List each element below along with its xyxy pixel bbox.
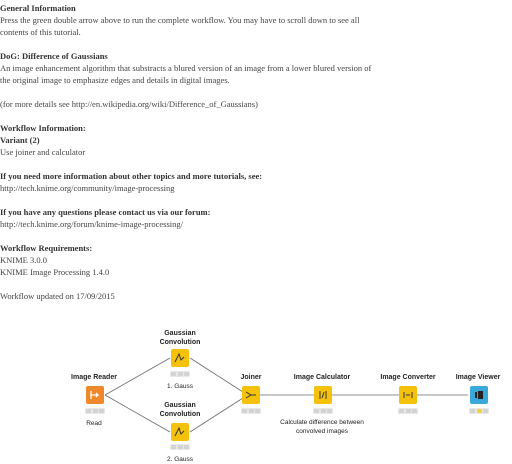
node-status-indicator <box>313 408 333 414</box>
node-label: 1. Gauss <box>166 383 193 390</box>
node-status-indicator <box>170 371 190 377</box>
node-title: Image Viewer <box>455 374 501 381</box>
image-reader-icon[interactable] <box>86 386 104 404</box>
questions-title: If you have any questions please contact us via our forum: <box>0 207 211 217</box>
joiner-icon[interactable] <box>242 386 260 404</box>
node-title-line1: Gaussian <box>164 330 196 337</box>
node-title-line1: Gaussian <box>164 402 196 409</box>
calculator-icon[interactable] <box>314 386 332 404</box>
image-viewer-icon[interactable] <box>470 386 488 404</box>
dog-line2: the original image to emphasize edges and details in digital images. <box>0 75 230 85</box>
node-title: Image Converter <box>380 374 436 381</box>
node-title-line2: Convolution <box>159 411 201 418</box>
gaussian-curve-icon[interactable] <box>171 349 189 367</box>
general-info-line2: contents of this tutorial. <box>0 27 81 37</box>
node-title: Image Reader <box>71 374 117 381</box>
node-status-indicator <box>398 408 418 414</box>
variant-desc: Use joiner and calculator <box>0 147 86 157</box>
details-link-text: (for more details see http://en.wikipedia.org/wiki/Difference_of_Gaussians) <box>0 99 258 109</box>
dog-line1: An image enhancement algorithm that substracts a blured version of an image from a lower blured version of <box>0 63 372 73</box>
node-label-line1: Calculate difference between <box>280 419 364 426</box>
node-status-indicator <box>170 444 190 450</box>
general-info-title: General Information <box>0 3 76 13</box>
node-title: Joiner <box>240 374 262 381</box>
requirement-image-processing: KNIME Image Processing 1.4.0 <box>0 267 110 277</box>
node-status-indicator <box>241 408 261 414</box>
workflow-updated: Workflow updated on 17/09/2015 <box>0 291 115 301</box>
general-info-line1: Press the green double arrow above to run the complete workflow. You may have to scroll down to see all <box>0 15 360 25</box>
workflow-info-title: Workflow Information: <box>0 123 86 133</box>
gaussian-curve-icon[interactable] <box>171 423 189 441</box>
dog-title: DoG: Difference of Gaussians <box>0 51 108 61</box>
node-title-line2: Convolution <box>159 339 201 346</box>
node-label: 2. Gauss <box>166 456 193 463</box>
node-label: Read <box>86 420 102 427</box>
more-info-url: http://tech.knime.org/community/image-processing <box>0 183 175 193</box>
node-title: Image Calculator <box>293 374 351 381</box>
node-status-indicator <box>469 408 489 414</box>
questions-url: http://tech.knime.org/forum/knime-image-processing/ <box>0 219 184 229</box>
requirement-knime: KNIME 3.0.0 <box>0 255 47 265</box>
converter-icon[interactable] <box>399 386 417 404</box>
node-label-line2: convolved images <box>295 428 349 435</box>
more-info-title: If you need more information about other topics and more tutorials, see: <box>0 171 263 181</box>
node-status-indicator <box>85 408 105 414</box>
requirements-title: Workflow Requirements: <box>0 243 93 253</box>
variant-title: Variant (2) <box>0 135 40 145</box>
